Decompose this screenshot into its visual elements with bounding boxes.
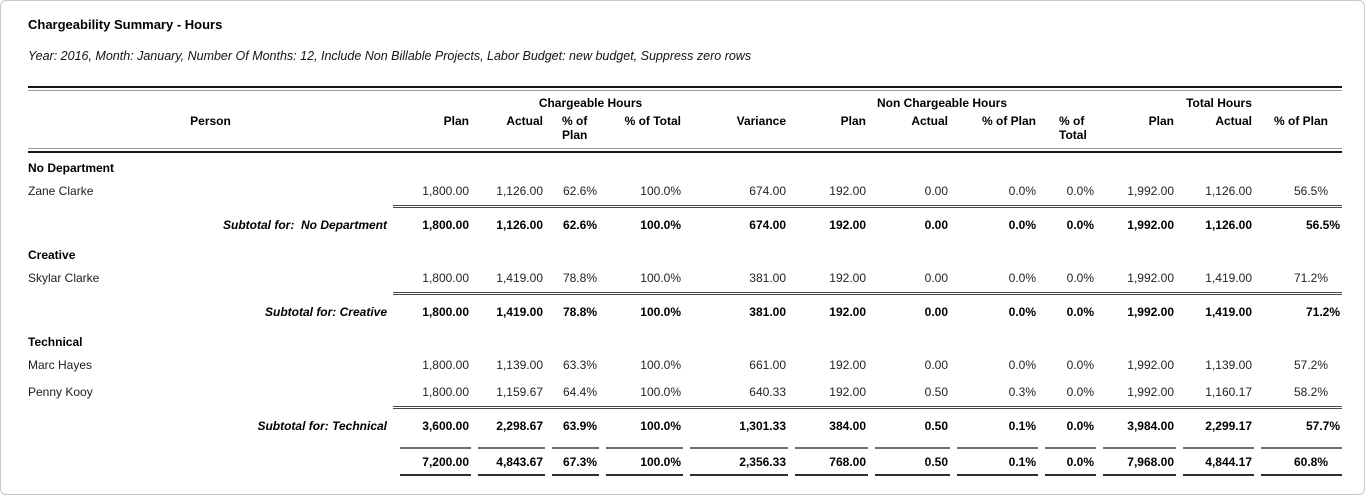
subtotal-value: 71.2%: [1305, 305, 1340, 319]
person-name: Penny Kooy: [28, 385, 93, 399]
subtotal-value: 1,126.00: [1205, 218, 1252, 232]
column-header-total-pct-plan: % of Plan: [1273, 114, 1328, 128]
value-cell: 0.50: [924, 385, 948, 399]
value-cell: 1,419.00: [496, 271, 543, 285]
value-cell: 1,800.00: [422, 184, 469, 198]
value-cell: 192.00: [829, 358, 866, 372]
value-cell: 381.00: [749, 271, 786, 285]
table-body: [28, 153, 1342, 476]
grand-total-value-text: 100.0%: [606, 447, 683, 476]
column-header-nonchargeable-plan: Plan: [840, 114, 866, 128]
grand-total-value: [1038, 441, 1096, 476]
grand-total-value: [1096, 441, 1176, 476]
grand-total-value: [1176, 441, 1254, 476]
subtotal-value: 1,419.00: [496, 305, 543, 319]
subtotal-value: 1,800.00: [422, 305, 469, 319]
subtotal-value: 57.7%: [1305, 419, 1340, 433]
table-row: [28, 265, 1342, 294]
value-cell: 71.2%: [1293, 271, 1328, 285]
value-cell: 57.2%: [1293, 358, 1328, 372]
grand-total-value: [599, 441, 683, 476]
value-cell: 192.00: [829, 271, 866, 285]
value-cell: 56.5%: [1293, 184, 1328, 198]
value-cell: 0.0%: [1066, 271, 1094, 285]
grand-total-value-text: 0.1%: [957, 447, 1038, 476]
column-header-chargeable-pct-plan: [545, 112, 599, 148]
subtotal-value: 78.8%: [562, 305, 597, 319]
subtotal-value: 62.6%: [562, 218, 597, 232]
subtotal-value: 100.0%: [640, 419, 681, 433]
value-cell: 640.33: [749, 385, 786, 399]
subtotal-value: 0.0%: [1008, 218, 1036, 232]
report-content: [1, 1, 1364, 476]
subtotal-label: Subtotal for: No Department: [223, 218, 387, 232]
grand-total-value: [868, 441, 950, 476]
subtotal-value: 1,992.00: [1127, 218, 1174, 232]
value-cell: 1,139.00: [496, 358, 543, 372]
value-cell: 0.00: [924, 271, 948, 285]
value-cell: 62.6%: [562, 184, 597, 198]
value-cell: 100.0%: [640, 358, 681, 372]
subtotal-value: 0.0%: [1066, 218, 1094, 232]
subtotal-value: 192.00: [829, 305, 866, 319]
group-header-non-chargeable: Non Chargeable Hours: [876, 96, 1008, 110]
value-cell: 192.00: [829, 385, 866, 399]
value-cell: 58.2%: [1293, 385, 1328, 399]
grand-total-value-text: 7,968.00: [1103, 447, 1176, 476]
subtotal-value: 0.1%: [1008, 419, 1036, 433]
subtotal-value: 0.0%: [1066, 305, 1094, 319]
subtotal-value: 63.9%: [562, 419, 597, 433]
value-cell: 1,419.00: [1205, 271, 1252, 285]
column-header-variance: Variance: [736, 114, 786, 128]
grand-total-value: [393, 441, 471, 476]
subtotal-value: 2,299.17: [1205, 419, 1252, 433]
column-header-person: Person: [190, 114, 231, 128]
value-cell: 0.0%: [1008, 184, 1036, 198]
grand-total-row: [28, 441, 1342, 476]
column-header-chargeable-pct-total: % of Total: [624, 114, 681, 128]
person-group-spacer: [28, 91, 393, 112]
person-name: Zane Clarke: [28, 184, 94, 198]
group-header-total: Total Hours: [1186, 96, 1252, 110]
column-header-nonchargeable-pct-total: [1038, 112, 1096, 148]
value-cell: 0.3%: [1008, 385, 1036, 399]
value-cell: 1,160.17: [1205, 385, 1252, 399]
value-cell: 78.8%: [562, 271, 597, 285]
subtotal-value: 1,301.33: [739, 419, 786, 433]
value-cell: 1,139.00: [1205, 358, 1252, 372]
subtotal-value: 192.00: [829, 218, 866, 232]
grand-total-value-text: 4,844.17: [1183, 447, 1254, 476]
report-title: Chargeability Summary - Hours: [28, 17, 223, 32]
value-cell: 0.0%: [1008, 271, 1036, 285]
value-cell: 1,126.00: [1205, 184, 1252, 198]
column-header-chargeable-pct-plan-label: % of Plan: [562, 114, 588, 142]
group-header-row: [28, 91, 1342, 112]
subtotal-label: Subtotal for: Creative: [264, 305, 387, 319]
subtotal-value: 0.00: [924, 305, 948, 319]
subtotal-value: 3,600.00: [422, 419, 469, 433]
value-cell: 63.3%: [562, 358, 597, 372]
subtotal-value: 1,419.00: [1205, 305, 1252, 319]
value-cell: 1,126.00: [496, 184, 543, 198]
grand-total-value-text: 0.0%: [1045, 447, 1096, 476]
value-cell: 192.00: [829, 184, 866, 198]
subtotal-value: 0.0%: [1066, 419, 1094, 433]
grand-total-value-text: 4,843.67: [478, 447, 545, 476]
grand-total-value-text: 0.50: [875, 447, 950, 476]
subtotal-value: 381.00: [749, 305, 786, 319]
value-cell: 1,992.00: [1127, 385, 1174, 399]
section-name-label: No Department: [28, 161, 115, 175]
group-header-chargeable: Chargeable Hours: [538, 96, 643, 110]
value-cell: 0.0%: [1008, 358, 1036, 372]
column-header-total-plan: Plan: [1148, 114, 1174, 128]
chargeability-summary-table: [28, 86, 1342, 476]
value-cell: 1,800.00: [422, 358, 469, 372]
subtotal-value: 56.5%: [1305, 218, 1340, 232]
value-cell: 0.0%: [1066, 184, 1094, 198]
subtotal-value: 0.50: [924, 419, 948, 433]
value-cell: 1,992.00: [1127, 184, 1174, 198]
subtotal-value: 674.00: [749, 218, 786, 232]
value-cell: 100.0%: [640, 184, 681, 198]
section-name-label: Technical: [28, 335, 83, 349]
column-header-total-actual: Actual: [1215, 114, 1252, 128]
grand-total-value: [950, 441, 1038, 476]
subtotal-row: [28, 298, 1342, 327]
value-cell: 0.00: [924, 184, 948, 198]
value-cell: 0.00: [924, 358, 948, 372]
subtotal-value: 384.00: [829, 419, 866, 433]
value-cell: 0.0%: [1066, 358, 1094, 372]
person-name: Skylar Clarke: [28, 271, 100, 285]
value-cell: 1,800.00: [422, 271, 469, 285]
subtotal-value: 3,984.00: [1127, 419, 1174, 433]
value-cell: 674.00: [749, 184, 786, 198]
grand-total-value: [788, 441, 868, 476]
section-name-label: Creative: [28, 248, 76, 262]
subtotal-value: 0.0%: [1008, 305, 1036, 319]
column-header-row: [28, 112, 1342, 148]
column-header-nonchargeable-pct-total-label: % of Total: [1059, 114, 1087, 142]
grand-total-value: [471, 441, 545, 476]
value-cell: 100.0%: [640, 385, 681, 399]
value-cell: 1,159.67: [496, 385, 543, 399]
person-name: Marc Hayes: [28, 358, 93, 372]
value-cell: 1,800.00: [422, 385, 469, 399]
grand-total-value-text: 67.3%: [552, 447, 599, 476]
subtotal-row: [28, 412, 1342, 441]
subtotal-value: 1,126.00: [496, 218, 543, 232]
subtotal-value: 2,298.67: [496, 419, 543, 433]
subtotal-value: 1,800.00: [422, 218, 469, 232]
subtotal-value: 0.00: [924, 218, 948, 232]
column-header-nonchargeable-pct-plan: % of Plan: [981, 114, 1036, 128]
grand-total-value-text: 768.00: [795, 447, 868, 476]
subtotal-label: Subtotal for: Technical: [257, 419, 387, 433]
subtotal-value: 1,992.00: [1127, 305, 1174, 319]
section-header-row: [28, 153, 1342, 178]
grand-total-value-text: 2,356.33: [690, 447, 788, 476]
report-parameters: Year: 2016, Month: January, Number Of Months: 12, Include Non Billable Projects, Labor Budget: new budget, Suppress zero rows: [28, 49, 752, 63]
grand-total-value-text: 7,200.00: [400, 447, 471, 476]
value-cell: 0.0%: [1066, 385, 1094, 399]
section-header-row: [28, 240, 1342, 265]
value-cell: 1,992.00: [1127, 358, 1174, 372]
value-cell: 64.4%: [562, 385, 597, 399]
table-row: [28, 178, 1342, 207]
table-row: [28, 352, 1342, 379]
value-cell: 661.00: [749, 358, 786, 372]
subtotal-row: [28, 211, 1342, 240]
table-row: [28, 379, 1342, 408]
grand-total-spacer: [28, 441, 393, 476]
grand-total-value: [683, 441, 788, 476]
subtotal-value: 100.0%: [640, 218, 681, 232]
column-header-chargeable-plan: Plan: [443, 114, 469, 128]
section-header-row: [28, 327, 1342, 352]
grand-total-value: [1254, 441, 1342, 476]
value-cell: 1,992.00: [1127, 271, 1174, 285]
value-cell: 100.0%: [640, 271, 681, 285]
grand-total-value-text: 60.8%: [1261, 447, 1342, 476]
grand-total-value: [545, 441, 599, 476]
column-header-chargeable-actual: Actual: [506, 114, 543, 128]
subtotal-value: 100.0%: [640, 305, 681, 319]
column-header-nonchargeable-actual: Actual: [911, 114, 948, 128]
